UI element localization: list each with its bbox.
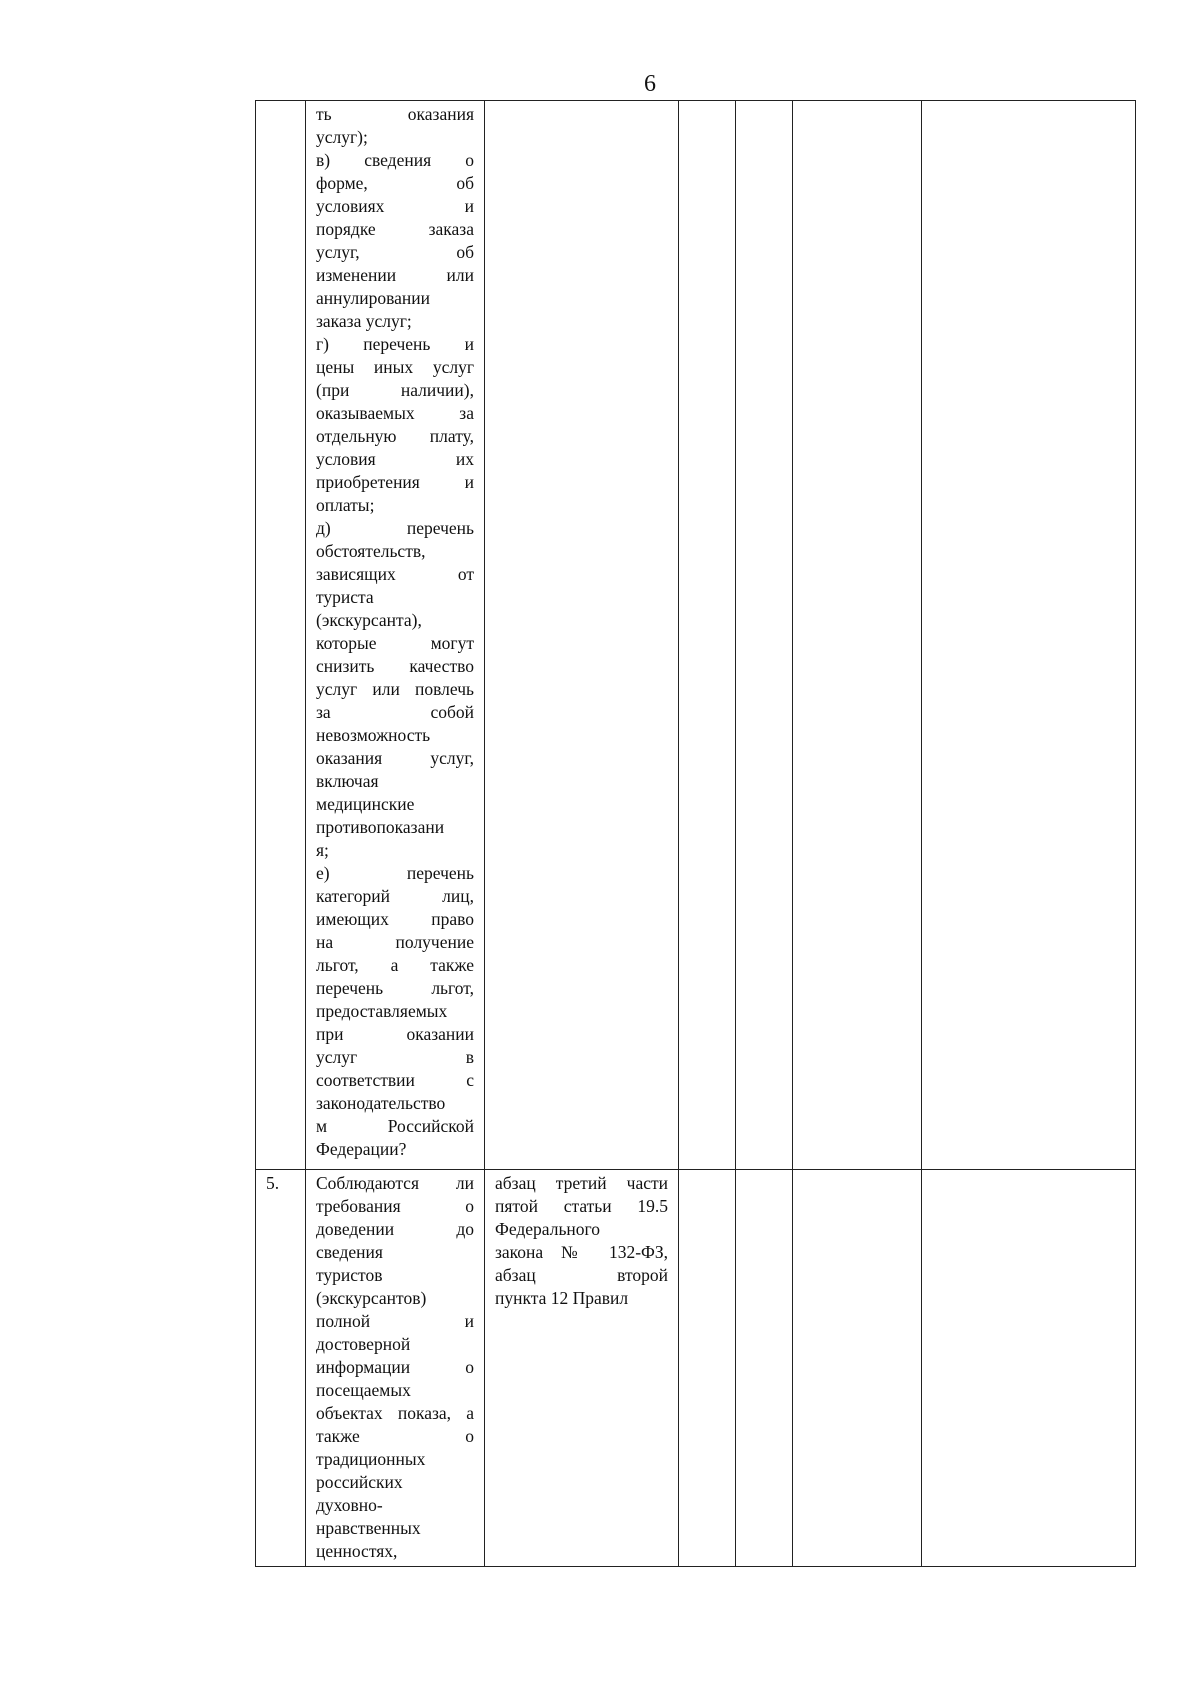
text-line: приобретения и	[316, 472, 474, 492]
text-line: законодательство	[316, 1093, 446, 1113]
text-line: невозможность	[316, 725, 431, 745]
note-cell	[922, 1170, 1136, 1567]
text-line: Соблюдаются ли	[316, 1173, 474, 1193]
answer-not-applicable-cell	[793, 101, 922, 1170]
text-line: медицинские	[316, 794, 415, 814]
text-line: цены иных услуг	[316, 357, 474, 377]
text-line: требования о	[316, 1196, 474, 1216]
text-line: противопоказани	[316, 817, 445, 837]
text-line: включая	[316, 771, 379, 791]
checklist-table	[255, 100, 1136, 1567]
text-line: оказываемых за	[316, 403, 474, 423]
text-line: за собой	[316, 702, 474, 722]
text-line: зависящих от	[316, 564, 474, 584]
text-line: услуг в	[316, 1047, 474, 1067]
text-line: ценностях,	[316, 1541, 398, 1561]
text-line: м Российской	[316, 1116, 474, 1136]
text-line: форме, об	[316, 173, 474, 193]
text-line: (экскурсантов)	[316, 1288, 427, 1308]
text-line: пункта 12 Правил	[495, 1288, 629, 1308]
page-number: 6	[644, 71, 656, 97]
text-line: имеющих право	[316, 909, 474, 929]
text-line: информации о	[316, 1357, 474, 1377]
reference-cell	[485, 101, 679, 1170]
text-line: абзац второй	[495, 1265, 668, 1285]
text-line: духовно-	[316, 1495, 383, 1515]
text-line: условиях и	[316, 196, 474, 216]
text-line: категорий лиц,	[316, 886, 474, 906]
text-line: порядке заказа	[316, 219, 474, 239]
text-line: заказа услуг;	[316, 311, 412, 331]
text-line: традиционных	[316, 1449, 426, 1469]
text-line: льгот, а также	[316, 955, 474, 975]
text-line: предоставляемых	[316, 1001, 448, 1021]
text-line: пятой статьи 19.5	[495, 1196, 668, 1216]
text-line: полной и	[316, 1311, 474, 1331]
text-line: аннулировании	[316, 288, 430, 308]
text-line: закона № 132-ФЗ,	[495, 1242, 668, 1262]
text-line: изменении или	[316, 265, 474, 285]
text-line: оказания услуг,	[316, 748, 474, 768]
text-line: перечень льгот,	[316, 978, 474, 998]
question-cell	[306, 101, 485, 1170]
text-line: посещаемых	[316, 1380, 411, 1400]
text-line: также о	[316, 1426, 474, 1446]
text-line: соответствии с	[316, 1070, 474, 1090]
text-line: е) перечень	[316, 863, 474, 883]
text-line: в) сведения о	[316, 150, 474, 170]
text-line: Федерального	[495, 1219, 601, 1239]
row-number-cell	[256, 101, 306, 1170]
text-line: услуг);	[316, 127, 368, 147]
answer-no-cell	[736, 1170, 793, 1567]
text-line: ть оказания	[316, 104, 474, 124]
text-line: (экскурсанта),	[316, 610, 422, 630]
text-line: на получение	[316, 932, 474, 952]
answer-yes-cell	[679, 101, 736, 1170]
text-line: Федерации?	[316, 1139, 407, 1159]
table-row-5	[256, 1170, 1136, 1567]
text-line: российских	[316, 1472, 403, 1492]
text-line: при оказании	[316, 1024, 474, 1044]
text-line: я;	[316, 840, 329, 860]
text-line: туриста	[316, 587, 374, 607]
note-cell	[922, 101, 1136, 1170]
text-line: туристов	[316, 1265, 383, 1285]
answer-no-cell	[736, 101, 793, 1170]
answer-not-applicable-cell	[793, 1170, 922, 1567]
text-line: сведения	[316, 1242, 383, 1262]
text-line: г) перечень и	[316, 334, 474, 354]
text-line: отдельную плату,	[316, 426, 474, 446]
text-line: абзац третий части	[495, 1173, 668, 1193]
text-line: д) перечень	[316, 518, 474, 538]
text-line: услуг, об	[316, 242, 474, 262]
text-line: обстоятельств,	[316, 541, 426, 561]
question-cell	[306, 1170, 485, 1567]
text-line: условия их	[316, 449, 474, 469]
text-line: снизить качество	[316, 656, 474, 676]
reference-cell	[485, 1170, 679, 1567]
text-line: которые могут	[316, 633, 474, 653]
text-line: объектах показа, а	[316, 1403, 474, 1423]
answer-yes-cell	[679, 1170, 736, 1567]
text-line: услуг или повлечь	[316, 679, 474, 699]
text-line: нравственных	[316, 1518, 421, 1538]
table-row-continuation	[256, 101, 1136, 1170]
row-number-cell: 5.	[256, 1170, 306, 1567]
text-line: оплаты;	[316, 495, 375, 515]
text-line: (при наличии),	[316, 380, 474, 400]
text-line: достоверной	[316, 1334, 411, 1354]
text-line: доведении до	[316, 1219, 474, 1239]
